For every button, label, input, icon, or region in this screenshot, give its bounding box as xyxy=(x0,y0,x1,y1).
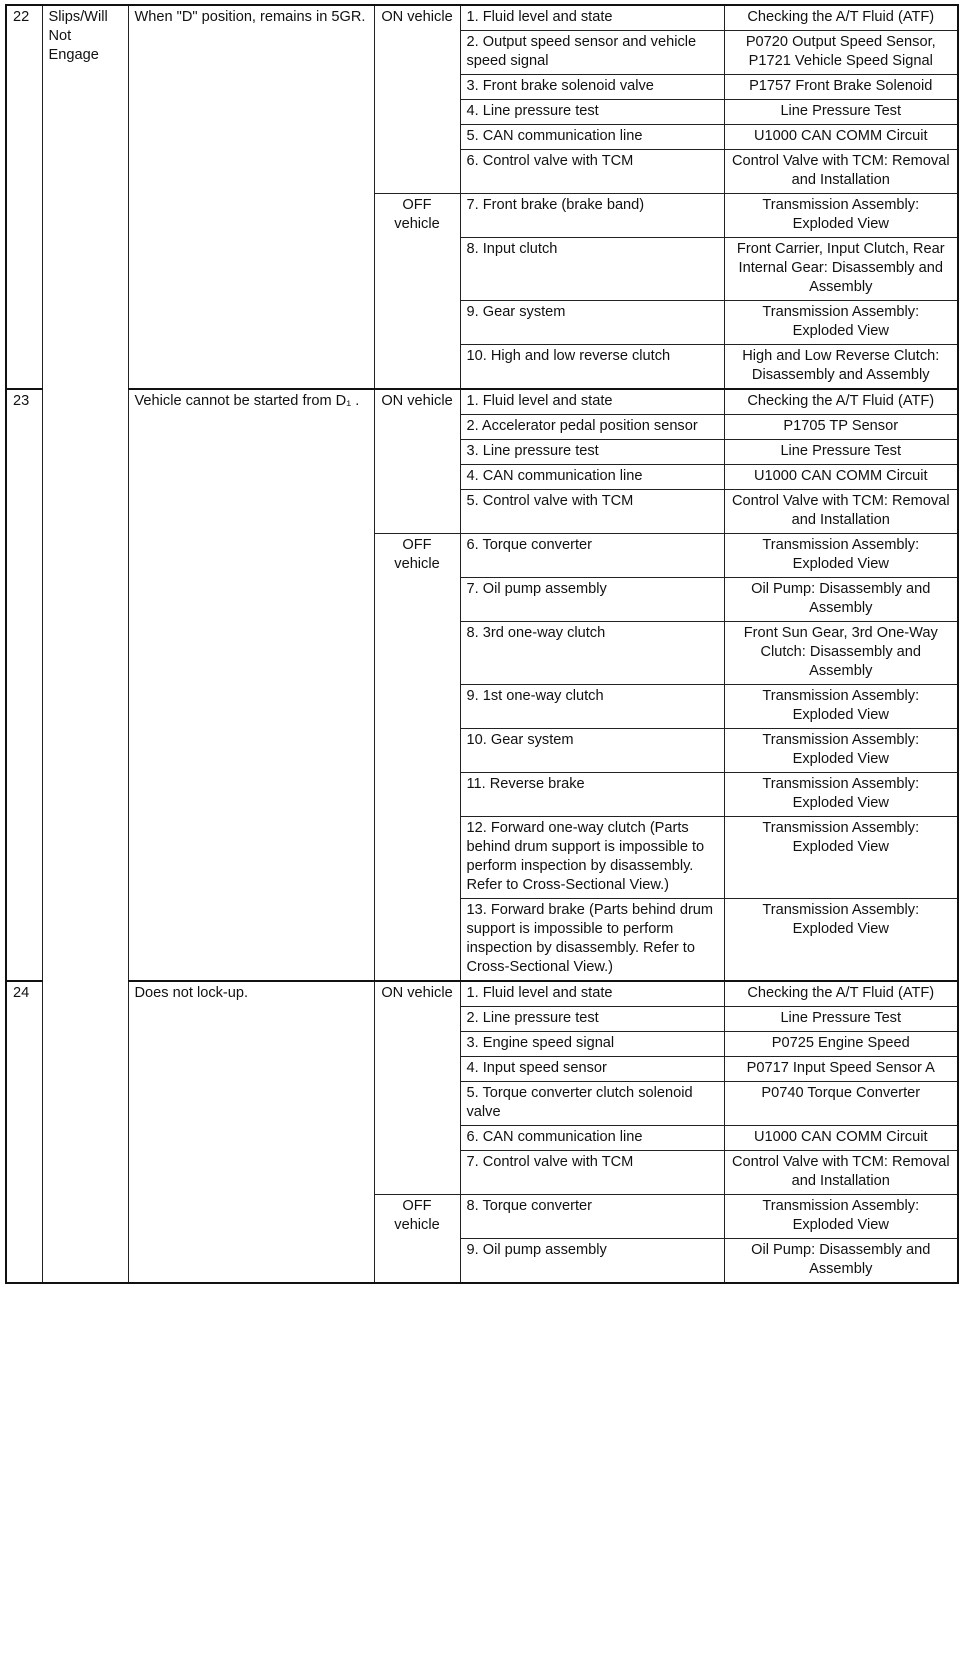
symptom-diagnosis-table xyxy=(5,4,959,1284)
reference-cell: Control Valve with TCM: Removal and Installation xyxy=(724,490,958,534)
check-item-cell: 10. High and low reverse clutch xyxy=(460,345,724,390)
reference-cell: Transmission Assembly: Exploded View xyxy=(724,534,958,578)
reference-cell: U1000 CAN COMM Circuit xyxy=(724,1126,958,1151)
reference-cell: Line Pressure Test xyxy=(724,1007,958,1032)
reference-cell: Oil Pump: Disassembly and Assembly xyxy=(724,1239,958,1284)
check-item-cell: 2. Line pressure test xyxy=(460,1007,724,1032)
reference-cell: P1757 Front Brake Solenoid xyxy=(724,75,958,100)
reference-cell: P0740 Torque Converter xyxy=(724,1082,958,1126)
check-item-cell: 7. Control valve with TCM xyxy=(460,1151,724,1195)
reference-cell: U1000 CAN COMM Circuit xyxy=(724,465,958,490)
table-row xyxy=(6,5,958,31)
reference-cell: Transmission Assembly: Exploded View xyxy=(724,301,958,345)
reference-cell: Transmission Assembly: Exploded View xyxy=(724,1195,958,1239)
check-item-cell: 11. Reverse brake xyxy=(460,773,724,817)
table-row xyxy=(6,981,958,1007)
reference-cell: Control Valve with TCM: Removal and Installation xyxy=(724,150,958,194)
location-cell: OFF vehicle xyxy=(374,534,460,982)
check-item-cell: 5. Torque converter clutch solenoid valve xyxy=(460,1082,724,1126)
reference-cell: Control Valve with TCM: Removal and Installation xyxy=(724,1151,958,1195)
reference-cell: Transmission Assembly: Exploded View xyxy=(724,817,958,899)
check-item-cell: 7. Front brake (brake band) xyxy=(460,194,724,238)
table-row xyxy=(6,389,958,415)
check-item-cell: 4. Line pressure test xyxy=(460,100,724,125)
check-item-cell: 1. Fluid level and state xyxy=(460,389,724,415)
reference-cell: P1705 TP Sensor xyxy=(724,415,958,440)
reference-cell: U1000 CAN COMM Circuit xyxy=(724,125,958,150)
reference-cell: Line Pressure Test xyxy=(724,440,958,465)
check-item-cell: 3. Line pressure test xyxy=(460,440,724,465)
symptom-cell: Slips/Will Not Engage xyxy=(42,5,128,1283)
location-cell: ON vehicle xyxy=(374,981,460,1195)
reference-cell: Transmission Assembly: Exploded View xyxy=(724,773,958,817)
check-item-cell: 2. Accelerator pedal position sensor xyxy=(460,415,724,440)
check-item-cell: 3. Front brake solenoid valve xyxy=(460,75,724,100)
check-item-cell: 13. Forward brake (Parts behind drum support is impossible to perform inspection by disassembly. Refer to Cross-Sectional View.) xyxy=(460,899,724,982)
check-item-cell: 3. Engine speed signal xyxy=(460,1032,724,1057)
check-item-cell: 6. Torque converter xyxy=(460,534,724,578)
check-item-cell: 9. 1st one-way clutch xyxy=(460,685,724,729)
reference-cell: Checking the A/T Fluid (ATF) xyxy=(724,981,958,1007)
check-item-cell: 5. Control valve with TCM xyxy=(460,490,724,534)
reference-cell: P0725 Engine Speed xyxy=(724,1032,958,1057)
check-item-cell: 8. Input clutch xyxy=(460,238,724,301)
check-item-cell: 6. Control valve with TCM xyxy=(460,150,724,194)
item-number-cell: 22 xyxy=(6,5,42,389)
check-item-cell: 8. Torque converter xyxy=(460,1195,724,1239)
check-item-cell: 4. Input speed sensor xyxy=(460,1057,724,1082)
reference-cell: Transmission Assembly: Exploded View xyxy=(724,729,958,773)
check-item-cell: 7. Oil pump assembly xyxy=(460,578,724,622)
location-cell: ON vehicle xyxy=(374,5,460,194)
reference-cell: Front Carrier, Input Clutch, Rear Internal Gear: Disassembly and Assembly xyxy=(724,238,958,301)
reference-cell: Transmission Assembly: Exploded View xyxy=(724,194,958,238)
reference-cell: Transmission Assembly: Exploded View xyxy=(724,685,958,729)
location-cell: OFF vehicle xyxy=(374,194,460,390)
reference-cell: Checking the A/T Fluid (ATF) xyxy=(724,389,958,415)
reference-cell: Front Sun Gear, 3rd One-Way Clutch: Disassembly and Assembly xyxy=(724,622,958,685)
diagnosis-table-container xyxy=(5,4,957,1284)
check-item-cell: 5. CAN communication line xyxy=(460,125,724,150)
check-item-cell: 9. Gear system xyxy=(460,301,724,345)
reference-cell: P0720 Output Speed Sensor, P1721 Vehicle Speed Signal xyxy=(724,31,958,75)
item-number-cell: 23 xyxy=(6,389,42,981)
reference-cell: Checking the A/T Fluid (ATF) xyxy=(724,5,958,31)
reference-cell: Transmission Assembly: Exploded View xyxy=(724,899,958,982)
check-item-cell: 1. Fluid level and state xyxy=(460,5,724,31)
reference-cell: High and Low Reverse Clutch: Disassembly and Assembly xyxy=(724,345,958,390)
reference-cell: Oil Pump: Disassembly and Assembly xyxy=(724,578,958,622)
check-item-cell: 12. Forward one-way clutch (Parts behind drum support is impossible to perform inspection by disassembly. Refer to Cross-Sectional View.) xyxy=(460,817,724,899)
check-item-cell: 6. CAN communication line xyxy=(460,1126,724,1151)
check-item-cell: 10. Gear system xyxy=(460,729,724,773)
reference-cell: Line Pressure Test xyxy=(724,100,958,125)
check-item-cell: 4. CAN communication line xyxy=(460,465,724,490)
item-number-cell: 24 xyxy=(6,981,42,1283)
condition-cell: Vehicle cannot be started from D₁ . xyxy=(128,389,374,981)
condition-cell: Does not lock-up. xyxy=(128,981,374,1283)
check-item-cell: 8. 3rd one-way clutch xyxy=(460,622,724,685)
check-item-cell: 9. Oil pump assembly xyxy=(460,1239,724,1284)
check-item-cell: 2. Output speed sensor and vehicle speed signal xyxy=(460,31,724,75)
location-cell: ON vehicle xyxy=(374,389,460,534)
check-item-cell: 1. Fluid level and state xyxy=(460,981,724,1007)
condition-cell: When "D" position, remains in 5GR. xyxy=(128,5,374,389)
reference-cell: P0717 Input Speed Sensor A xyxy=(724,1057,958,1082)
location-cell: OFF vehicle xyxy=(374,1195,460,1284)
